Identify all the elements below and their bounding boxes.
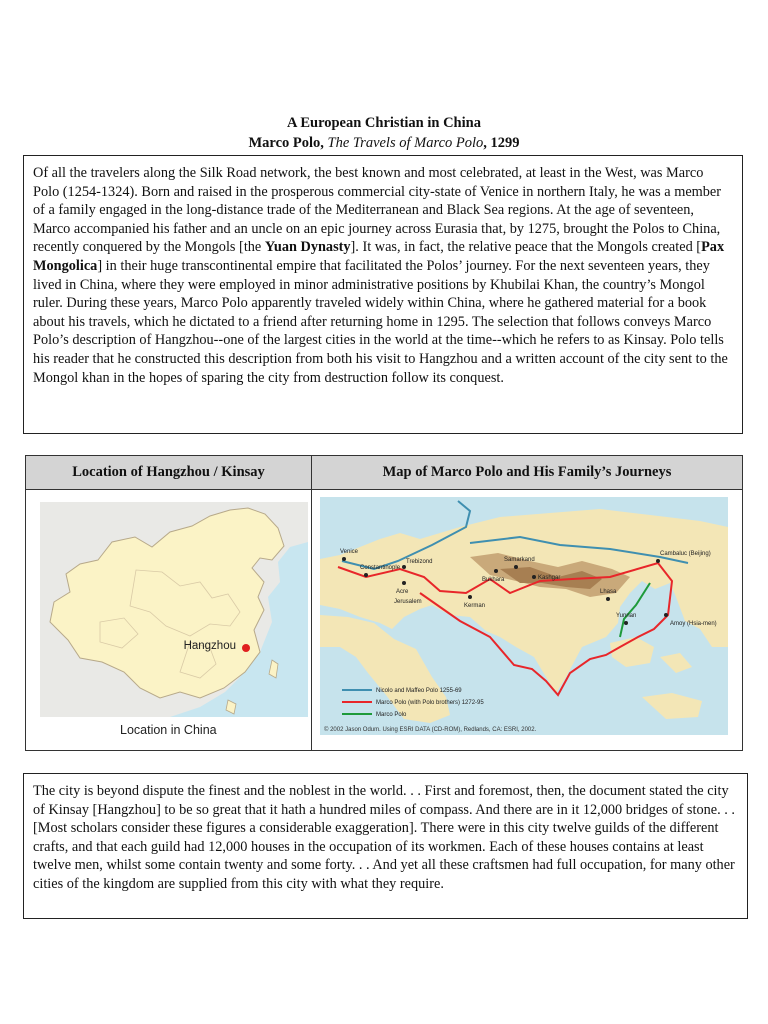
quote-box	[23, 773, 748, 919]
legend-marco-brothers: Marco Polo (with Polo brothers) 1272-95	[376, 700, 484, 706]
intro-box	[23, 155, 743, 434]
legend-nicolo-maffeo: Nicolo and Maffeo Polo 1255-69	[376, 688, 462, 694]
author-name: Marco Polo,	[248, 135, 324, 151]
city-label-constantinople: Constantinople	[360, 565, 401, 571]
city-label-kashgar: Kashgar	[538, 575, 561, 581]
legend-marco-polo: Marco Polo	[376, 712, 407, 718]
intro-text-3: ] in their huge transcontinental empire that facilitated the Polos’ journey. For the next seventeen years, they lived in China, where they were employed in minor administrative positions by Khubilai Khan, the country’s Mongol ruler. During these years, Marco Polo apparently traveled widely within China, where he gathered material for a book about his travels, which he dictated to a friend after returning home in 1295. The selection that follows conveys Marco Polo’s description of Hangzhou--one of the largest cities in the world at the time--which he refers to as Kinsay. Polo tells his reader that he constructed this description from both his visit to Hangzhou and a written account of the city sent to the Mongol khan in the hopes of sparing the city from destruction follow its conquest.	[33, 257, 728, 386]
work-year: , 1299	[483, 135, 520, 151]
left-map-caption: Location in China	[120, 723, 217, 737]
city-label-bukhara: Bukhara	[482, 577, 505, 583]
page-title: A European Christian in China	[287, 115, 481, 131]
city-label-cambaluc: Cambaluc (Beijing)	[660, 551, 711, 557]
term-yuan-dynasty: Yuan Dynasty	[264, 239, 351, 256]
city-label-yunnan: Yunnan	[616, 613, 637, 619]
left-map-header: Location of Hangzhou / Kinsay	[26, 456, 312, 490]
city-label-jerusalem: Jerusalem	[394, 599, 422, 605]
intro-text-1: Of all the travelers along the Silk Road network, the best known and most celebrated, at least in the West, was Marco Polo (1254-1324). Born and raised in the prosperous commercial city-state of Venice in northern Italy, he was a member of a family engaged in the long-distance trade of the Mediterranean and Black Sea regions. At the age of seventeen, Marco accompanied his father and an uncle on an epic journey across Eurasia that, by 1275, brought the Polos to China, recently conquered by the Mongols [the	[33, 165, 722, 256]
quote-text: The city is beyond dispute the finest and the noblest in the world. . . First and foremost, then, the document stated the city of Kinsay [Hangzhou] to be so great that it hath a hundred miles of compass. And there are in it 12,000 bridges of stone. . . [Most scholars consider these figures a considerable exaggeration]. There were in this city twelve guilds of the different crafts, and that each guild had 12,000 houses in the occupation of its workmen. Each of these houses contains at least twelve men, whilst some contain twenty and some forty. . . And yet all these craftsmen had full occupation, for many other cities of the kingdom are supplied from this city with what they require.	[33, 783, 735, 892]
china-location-map	[40, 502, 308, 738]
city-label-acre: Acre	[396, 589, 409, 595]
hangzhou-marker	[242, 644, 250, 652]
page-subtitle	[0, 133, 768, 153]
map-credit: © 2002 Jason Odum. Using ESRI DATA (CD-ROM), Redlands, CA: ESRI, 2002.	[324, 727, 537, 733]
work-title: The Travels of Marco Polo	[327, 135, 484, 151]
city-label-samarkand: Samarkand	[504, 557, 535, 563]
polo-journey-map	[320, 497, 728, 735]
city-label-amoy: Amoy (Hsia-men)	[670, 621, 717, 627]
term-pax-mongolica: Pax Mongolica	[33, 239, 725, 274]
hangzhou-label: Hangzhou	[183, 640, 236, 652]
city-label-lhasa: Lhasa	[600, 589, 617, 595]
intro-text-2: ]. It was, in fact, the relative peace that the Mongols created [	[350, 239, 702, 256]
city-label-kerman: Kerman	[464, 603, 486, 609]
title-block	[0, 113, 768, 153]
right-map-header: Map of Marco Polo and His Family’s Journeys	[312, 456, 742, 490]
column-divider	[311, 490, 312, 750]
maps-table	[25, 455, 743, 751]
city-label-trebizond: Trebizond	[406, 559, 433, 565]
city-label-venice: Venice	[340, 549, 359, 555]
